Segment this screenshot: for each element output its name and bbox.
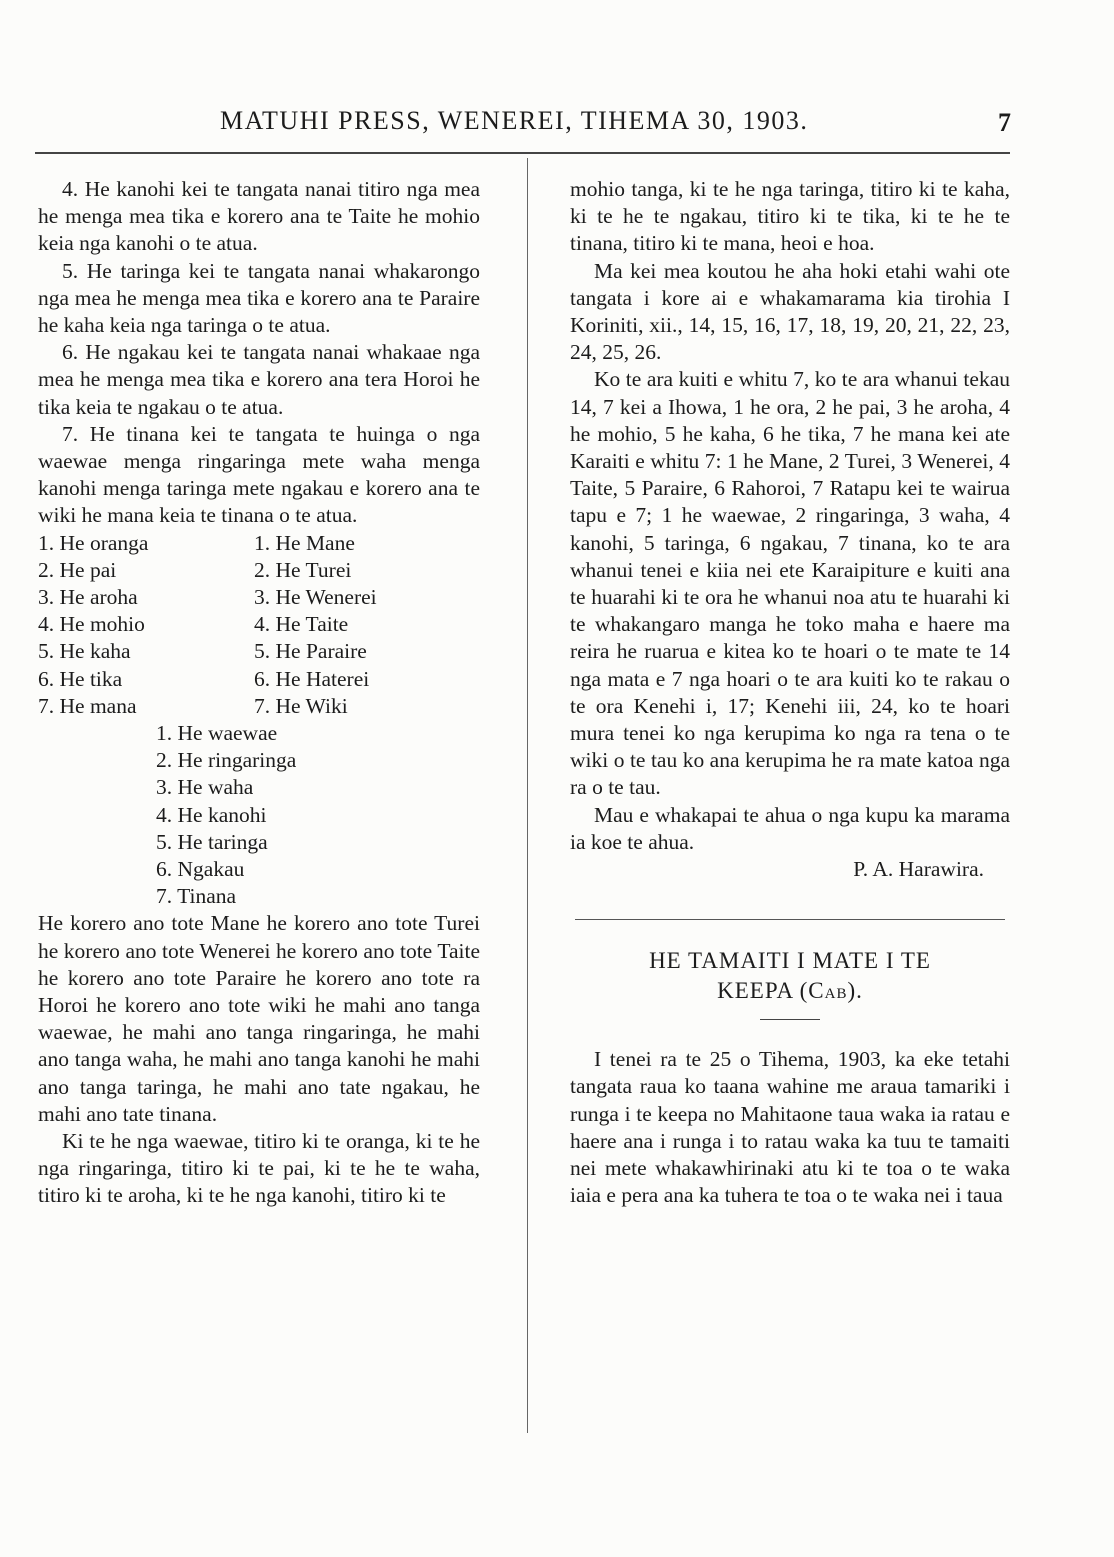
- day-item: 3. He Wenerei: [254, 585, 377, 610]
- list-item: 4. He kanohi: [156, 802, 267, 827]
- right-column: [570, 176, 1010, 1210]
- signature: P. A. Harawira.: [853, 857, 984, 882]
- left-column: [38, 176, 480, 1210]
- attribute-item: 2. He pai: [38, 557, 117, 582]
- attribute-item: 7. He mana: [38, 693, 137, 718]
- list-item: 7. Tinana: [156, 884, 237, 909]
- day-item: 1. He Mane: [254, 530, 355, 555]
- list-item: 6. Ngakau: [156, 857, 245, 881]
- list-row: [38, 584, 377, 611]
- section-title: [570, 946, 1010, 1009]
- page-number: 7: [998, 108, 1011, 137]
- day-item: 6. He Haterei: [254, 666, 370, 691]
- list-row: [38, 557, 377, 584]
- header-rule: [35, 152, 1010, 154]
- page-header: [0, 106, 1114, 142]
- newspaper-title: MATUHI PRESS, WENEREI, TIHEMA 30, 1903.: [220, 106, 809, 135]
- paragraph-ki-te: Ki te he nga waewae, titiro ki te oranga, ki te he nga ringaringa, titiro ki te pai, ki te he te waha, titiro ki te aroha, ki te he nga kanohi, titiro ki te: [38, 1129, 480, 1208]
- column-divider: [527, 158, 528, 1433]
- body-parts-list: [38, 720, 480, 910]
- section-title-close: ).: [847, 978, 863, 1004]
- section-title-line-1: HE TAMAITI I MATE I TE: [649, 948, 931, 974]
- list-item: 3. He waha: [156, 775, 254, 800]
- paragraph-mau: Mau e whakapai te ahua o nga kupu ka marama ia koe te ahua.: [570, 802, 1010, 854]
- paragraph-korero: He korero ano tote Mane he korero ano tote Turei he korero ano tote Wenerei he korero ano tote Taite he korero ano tote Paraire he korero ano tote ra Horoi he korero ano tote wiki he mahi ano tanga waewae, he mahi ano tanga ringaringa, he mahi ano tanga waha, he mahi ano tanga kanohi he mahi ano tanga taringa, he mahi ano tate ngakau, he mahi ano tate tinana.: [38, 911, 480, 1126]
- paragraph-ko-te-ara: Ko te ara kuiti e whitu 7, ko te ara whanui tekau 14, 7 kei a Ihowa, 1 he ora, 2 he pai, 3 he aroha, 4 he mohio, 5 he kaha, 6 he tika, 7 he mana kei ate Karaiti e whitu 7: 1 he Mane, 2 Turei, 3 Wenerei, 4 Taite, 5 Paraire, 6 Rahoroi, 7 Ratapu kei te wairua tapu e 7; 1 he waewae, 2 ringaringa, 3 waha, 4 kanohi, 5 taringa, 6 ngakau, 7 tinana, ko te ara whanui tenei e kiia nei ete Karaipiture e kuiti ana te huarahi ki te ora he whanui noa atu te huarahi ki te whakangaro manga he toko maha e haere ma reira he ruarua e kitea ko te hoari o te mate te 14 nga mata e 7 nga hoari o te ara kuiti ko te rakau o te ora Kenehi i, 17; Kenehi iii, 24, ko te hoari mura tenei ko nga kerupima ko nga ra tena o te wiki o te tau ko ana kerupima he ra mate katoa nga ra o te tau.: [570, 367, 1010, 800]
- paragraph-6-ngakau: 6. He ngakau kei te tangata nanai whakaae nga mea he menga mea tika e korero ana tera Horoi he tika keia te ngakau o te atua.: [38, 340, 480, 419]
- attribute-item: 4. He mohio: [38, 612, 145, 637]
- attribute-item: 3. He aroha: [38, 585, 138, 610]
- list-row: [38, 693, 377, 720]
- paragraph-7-tinana: 7. He tinana kei te tangata te huinga o nga waewae menga ringaringa mete waha menga kanohi menga taringa mete ngakau e korero ana te wiki he mana keia te tinana o te atua.: [38, 421, 480, 528]
- list-row: [38, 611, 377, 638]
- list-row: [38, 666, 377, 693]
- paragraph-4-kanohi: 4. He kanohi kei te tangata nanai titiro nga mea he menga mea tika e korero ana te Taite he mohio keia nga kanohi o te atua.: [38, 177, 480, 256]
- list-item: 5. He taringa: [156, 829, 268, 854]
- paragraph-i-tenei: I tenei ra te 25 o Tihema, 1903, ka eke tetahi tangata raua ko taana wahine me araua tamariki i runga i te keepa no Mahitaone taua waka ia ratau e haere ana i runga i to ratau waka ka tuu te tamaiti nei mete whakawhirinaki atu ki te toa o te waka iaia e pera ana ka tuhera te toa o te waka nei i taua: [570, 1047, 1010, 1208]
- attribute-item: 1. He oranga: [38, 530, 149, 555]
- section-title-keepa: KEEPA (: [717, 978, 809, 1004]
- day-item: 4. He Taite: [254, 612, 349, 637]
- list-row: [38, 530, 377, 557]
- title-short-rule: [760, 1019, 820, 1020]
- section-title-cab-initial: C: [808, 978, 825, 1004]
- paragraph-ma-kei-mea: Ma kei mea koutou he aha hoki etahi wahi ote tangata i kore ai e whakamarama kia tirohia I Koriniti, xii., 14, 15, 16, 17, 18, 19, 20, 21, 22, 23, 24, 25, 26.: [570, 258, 1010, 365]
- attribute-item: 5. He kaha: [38, 639, 131, 664]
- paragraph-continued: mohio tanga, ki te he nga taringa, titiro ki te kaha, ki te he te ngakau, titiro ki te tika, ki te he te tinana, titiro ki te mana, heoi e hoa.: [570, 177, 1010, 256]
- list-item: 1. He waewae: [156, 721, 278, 746]
- section-title-line-2: [570, 976, 1010, 1009]
- day-item: 5. He Paraire: [254, 639, 367, 664]
- paragraph-5-taringa: 5. He taringa kei te tangata nanai whakarongo nga mea he menga mea tika e korero ana te Paraire he kaha keia nga taringa o te atua.: [38, 258, 480, 338]
- day-item: 2. He Turei: [254, 557, 352, 582]
- day-item: 7. He Wiki: [254, 693, 348, 718]
- attributes-days-list: [38, 530, 377, 720]
- section-title-cab-rest: AB: [824, 986, 848, 1003]
- list-row: [38, 638, 377, 665]
- list-item: 2. He ringaringa: [156, 748, 297, 773]
- section-rule: [575, 919, 1005, 920]
- attribute-item: 6. He tika: [38, 666, 123, 691]
